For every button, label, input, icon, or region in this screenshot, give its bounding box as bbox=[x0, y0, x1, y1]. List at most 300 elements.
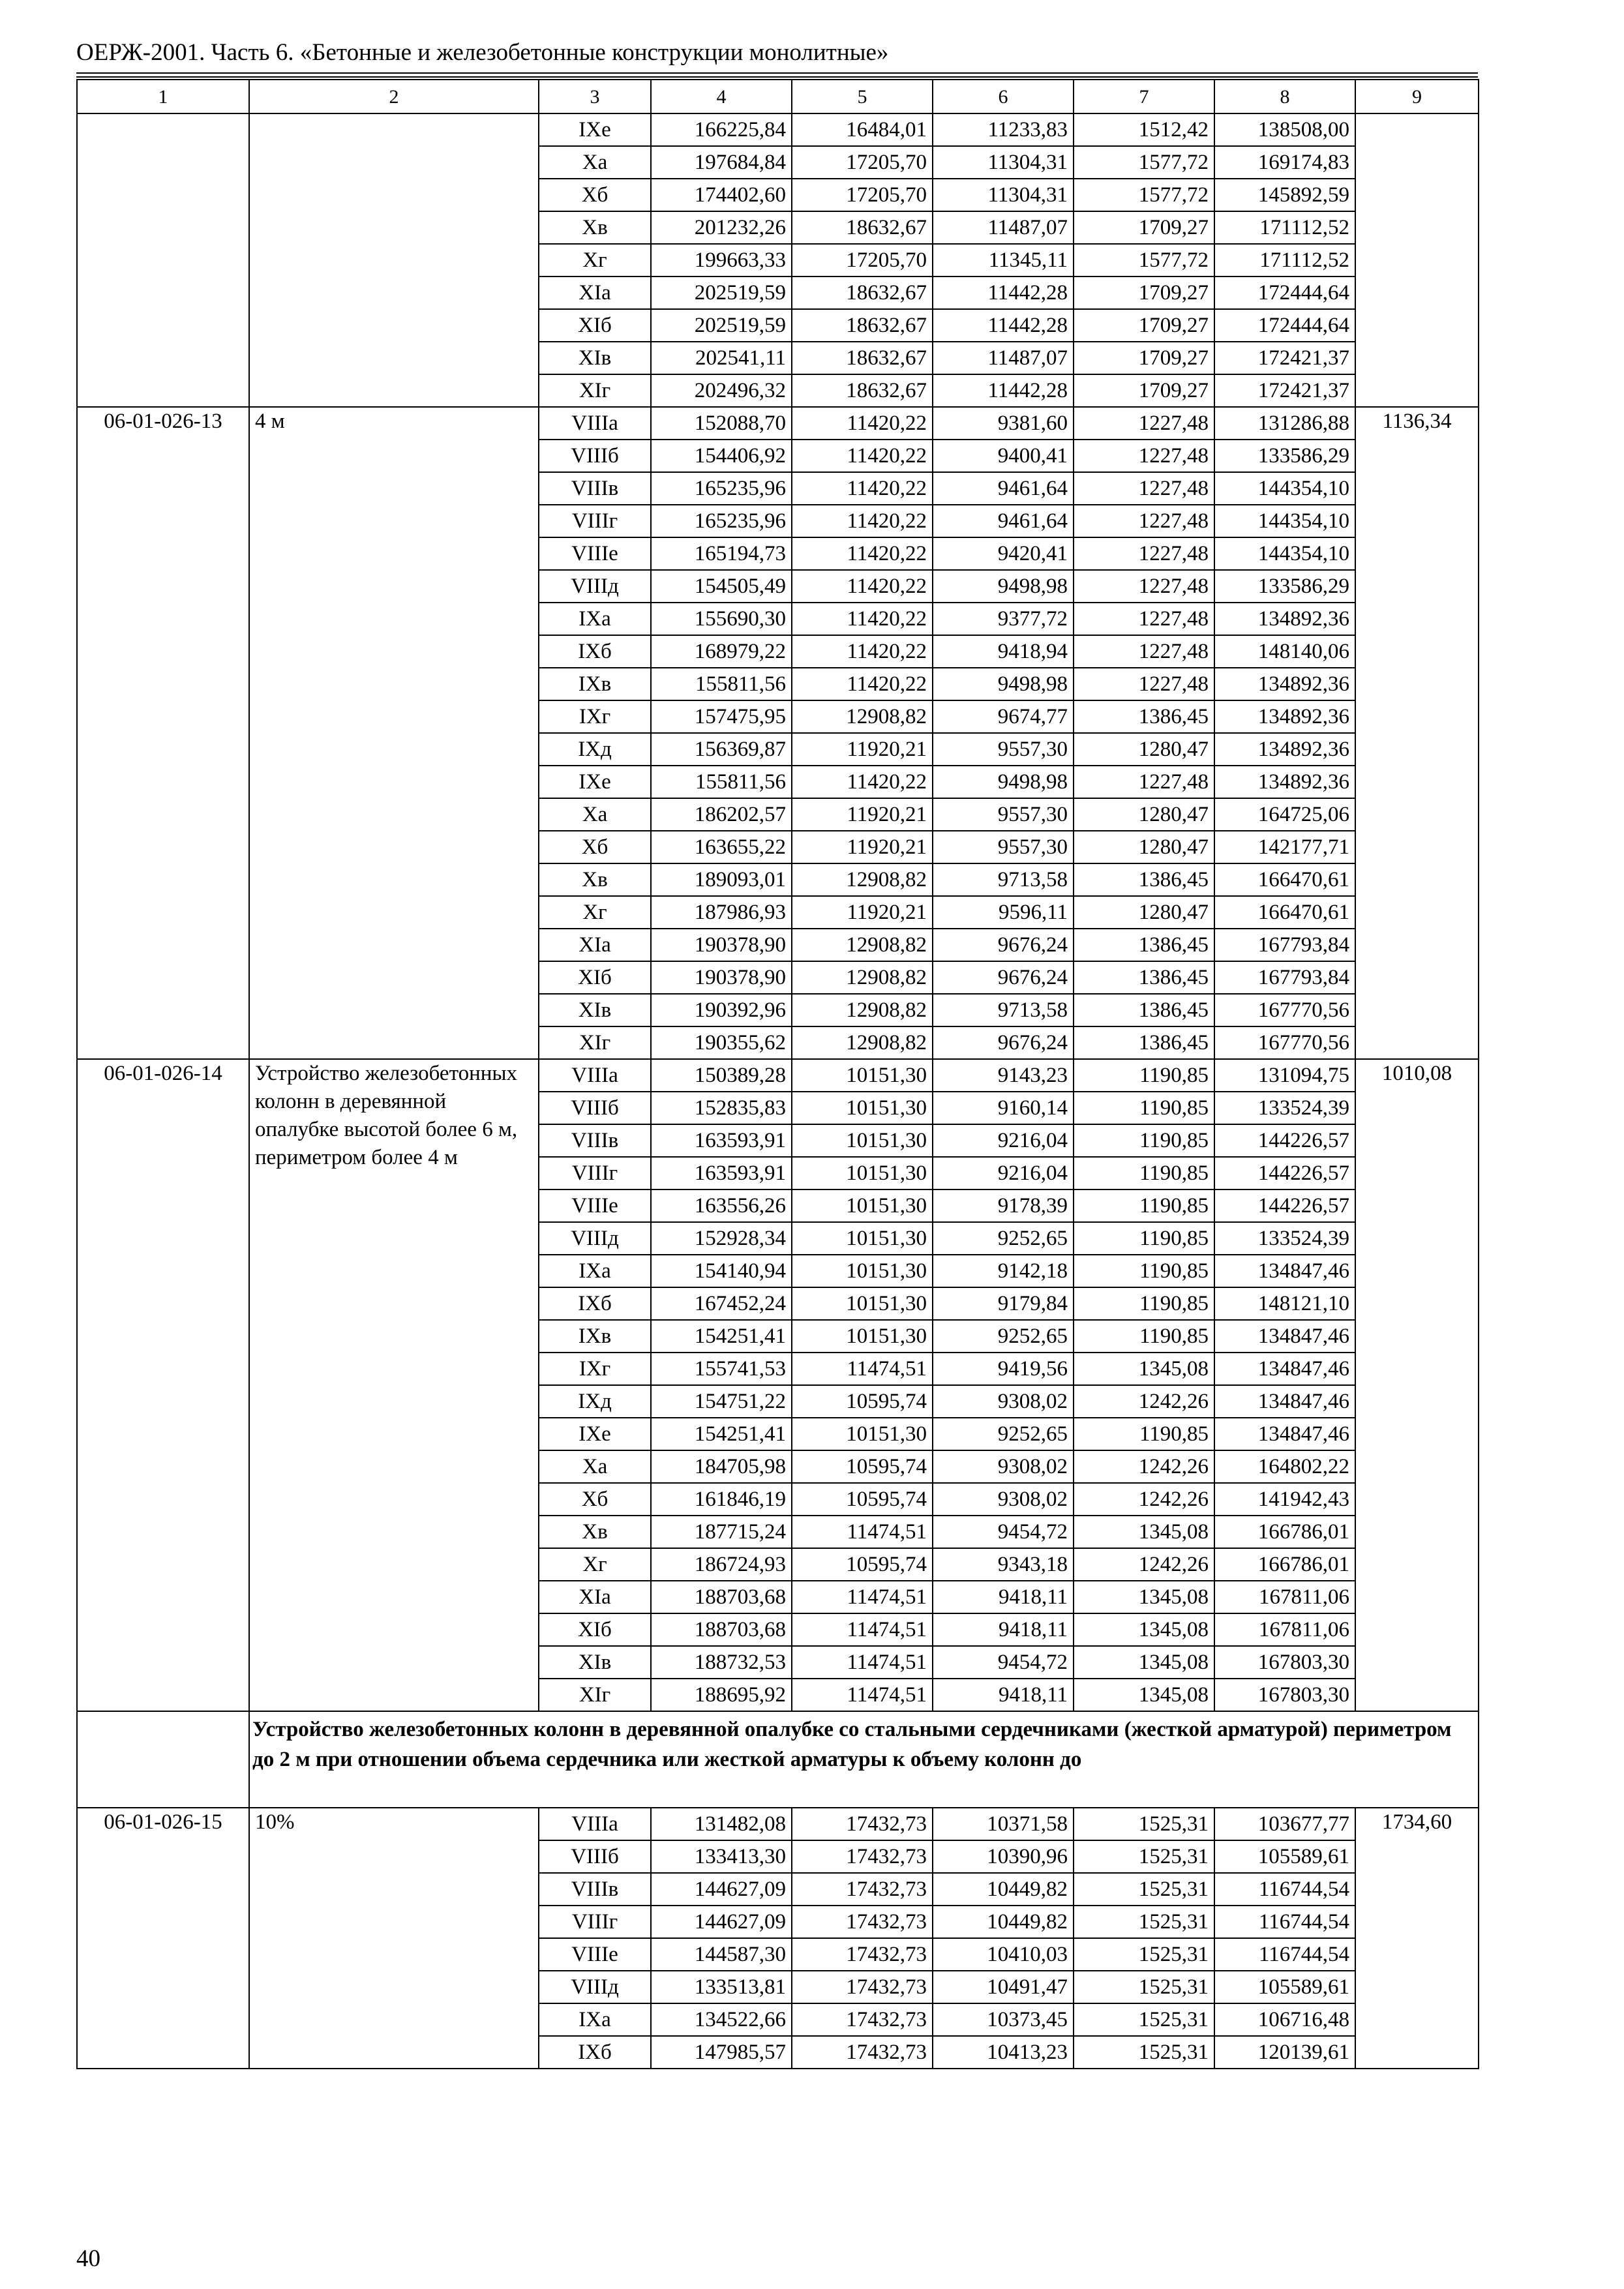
price-value: 9557,30 bbox=[933, 733, 1074, 766]
price-value: 197684,84 bbox=[651, 146, 792, 179]
price-value: 11442,28 bbox=[933, 309, 1074, 342]
price-value: 9160,14 bbox=[933, 1092, 1074, 1124]
price-value: 9308,02 bbox=[933, 1385, 1074, 1418]
price-value: 1525,31 bbox=[1074, 1906, 1214, 1938]
price-value: 166470,61 bbox=[1214, 863, 1355, 896]
price-value: 11474,51 bbox=[792, 1581, 933, 1613]
zone-code: Xв bbox=[539, 211, 651, 244]
price-value: 9676,24 bbox=[933, 961, 1074, 994]
price-value: 1386,45 bbox=[1074, 929, 1214, 961]
price-value: 190392,96 bbox=[651, 994, 792, 1026]
zone-code: XIб bbox=[539, 309, 651, 342]
price-value: 9454,72 bbox=[933, 1516, 1074, 1548]
price-value: 9252,65 bbox=[933, 1320, 1074, 1353]
table-row bbox=[77, 407, 1479, 440]
price-value: 10595,74 bbox=[792, 1548, 933, 1581]
price-value: 9216,04 bbox=[933, 1157, 1074, 1189]
price-value: 163556,26 bbox=[651, 1189, 792, 1222]
price-table-body bbox=[77, 80, 1479, 2069]
price-value: 1386,45 bbox=[1074, 1026, 1214, 1059]
price-value: 133586,29 bbox=[1214, 570, 1355, 603]
rate-description bbox=[249, 113, 539, 407]
price-value: 141942,43 bbox=[1214, 1483, 1355, 1516]
price-value: 18632,67 bbox=[792, 277, 933, 309]
zone-code: VIIIб bbox=[539, 1840, 651, 1873]
zone-code: Xв bbox=[539, 1516, 651, 1548]
price-value: 1227,48 bbox=[1074, 440, 1214, 472]
price-value: 11420,22 bbox=[792, 766, 933, 798]
price-value: 172444,64 bbox=[1214, 277, 1355, 309]
price-value: 145892,59 bbox=[1214, 179, 1355, 211]
price-value: 10595,74 bbox=[792, 1483, 933, 1516]
price-value: 147985,57 bbox=[651, 2036, 792, 2069]
price-value: 9143,23 bbox=[933, 1059, 1074, 1092]
zone-code: VIIIг bbox=[539, 505, 651, 537]
price-value: 161846,19 bbox=[651, 1483, 792, 1516]
price-value: 1227,48 bbox=[1074, 472, 1214, 505]
price-value: 1227,48 bbox=[1074, 603, 1214, 635]
price-value: 17432,73 bbox=[792, 1873, 933, 1906]
price-value: 1709,27 bbox=[1074, 211, 1214, 244]
price-value: 1227,48 bbox=[1074, 635, 1214, 668]
price-value: 1577,72 bbox=[1074, 244, 1214, 277]
price-value: 9557,30 bbox=[933, 798, 1074, 831]
price-value: 188703,68 bbox=[651, 1581, 792, 1613]
price-value: 167811,06 bbox=[1214, 1613, 1355, 1646]
price-value: 1525,31 bbox=[1074, 1971, 1214, 2003]
price-value: 190378,90 bbox=[651, 929, 792, 961]
price-value: 166786,01 bbox=[1214, 1516, 1355, 1548]
section-heading: Устройство железобетонных колонн в деревянной опалубке со стальными сердечниками (жесткой арматурой) периметром до 2 м при отношении объема сердечника или жесткой арматуры к объему колонн до bbox=[249, 1711, 1479, 1808]
price-value: 166225,84 bbox=[651, 113, 792, 146]
zone-code: Xг bbox=[539, 896, 651, 929]
zone-code: XIг bbox=[539, 1679, 651, 1711]
rate-description: 4 м bbox=[249, 407, 539, 1059]
zone-code: XIa bbox=[539, 929, 651, 961]
price-value: 134522,66 bbox=[651, 2003, 792, 2036]
price-value: 154251,41 bbox=[651, 1418, 792, 1450]
price-value: 10151,30 bbox=[792, 1418, 933, 1450]
price-value: 144587,30 bbox=[651, 1938, 792, 1971]
price-value: 10449,82 bbox=[933, 1906, 1074, 1938]
price-value: 1242,26 bbox=[1074, 1450, 1214, 1483]
price-value: 1280,47 bbox=[1074, 896, 1214, 929]
zone-code: Xa bbox=[539, 798, 651, 831]
price-value: 9179,84 bbox=[933, 1287, 1074, 1320]
price-value: 17205,70 bbox=[792, 244, 933, 277]
price-value: 142177,71 bbox=[1214, 831, 1355, 863]
zone-code: VIIIв bbox=[539, 1124, 651, 1157]
price-value: 148121,10 bbox=[1214, 1287, 1355, 1320]
price-value: 163593,91 bbox=[651, 1157, 792, 1189]
price-value: 163593,91 bbox=[651, 1124, 792, 1157]
column-number: 1 bbox=[77, 80, 249, 113]
price-value: 11420,22 bbox=[792, 537, 933, 570]
price-value: 9400,41 bbox=[933, 440, 1074, 472]
zone-code: IXб bbox=[539, 1287, 651, 1320]
price-value: 11442,28 bbox=[933, 374, 1074, 407]
price-value: 9308,02 bbox=[933, 1450, 1074, 1483]
zone-code: VIIIв bbox=[539, 472, 651, 505]
price-value: 18632,67 bbox=[792, 211, 933, 244]
price-value: 1227,48 bbox=[1074, 766, 1214, 798]
price-value: 11474,51 bbox=[792, 1613, 933, 1646]
price-value: 134847,46 bbox=[1214, 1353, 1355, 1385]
price-value: 12908,82 bbox=[792, 961, 933, 994]
price-value: 17432,73 bbox=[792, 1938, 933, 1971]
zone-code: Xг bbox=[539, 244, 651, 277]
price-value: 155811,56 bbox=[651, 668, 792, 700]
price-value: 201232,26 bbox=[651, 211, 792, 244]
price-value: 171112,52 bbox=[1214, 211, 1355, 244]
price-value: 1227,48 bbox=[1074, 407, 1214, 440]
price-value: 1525,31 bbox=[1074, 2036, 1214, 2069]
price-value: 165235,96 bbox=[651, 472, 792, 505]
column-9-value: 1010,08 bbox=[1355, 1059, 1479, 1711]
price-value: 166470,61 bbox=[1214, 896, 1355, 929]
price-value: 155741,53 bbox=[651, 1353, 792, 1385]
price-value: 12908,82 bbox=[792, 863, 933, 896]
price-value: 1242,26 bbox=[1074, 1385, 1214, 1418]
price-value: 134847,46 bbox=[1214, 1385, 1355, 1418]
price-value: 10410,03 bbox=[933, 1938, 1074, 1971]
price-value: 11474,51 bbox=[792, 1353, 933, 1385]
price-value: 1190,85 bbox=[1074, 1059, 1214, 1092]
price-value: 10151,30 bbox=[792, 1320, 933, 1353]
price-value: 1227,48 bbox=[1074, 537, 1214, 570]
price-value: 184705,98 bbox=[651, 1450, 792, 1483]
price-value: 1190,85 bbox=[1074, 1255, 1214, 1287]
price-value: 167770,56 bbox=[1214, 994, 1355, 1026]
price-value: 11920,21 bbox=[792, 831, 933, 863]
column-number: 9 bbox=[1355, 80, 1479, 113]
zone-code: XIб bbox=[539, 961, 651, 994]
price-value: 187715,24 bbox=[651, 1516, 792, 1548]
price-value: 12908,82 bbox=[792, 1026, 933, 1059]
price-value: 174402,60 bbox=[651, 179, 792, 211]
price-value: 164725,06 bbox=[1214, 798, 1355, 831]
price-value: 17432,73 bbox=[792, 2036, 933, 2069]
price-value: 9418,11 bbox=[933, 1679, 1074, 1711]
price-value: 10151,30 bbox=[792, 1124, 933, 1157]
document-header: ОЕРЖ-2001. Часть 6. «Бетонные и железобетонные конструкции монолитные» bbox=[76, 39, 889, 66]
price-value: 17432,73 bbox=[792, 2003, 933, 2036]
zone-code: XIв bbox=[539, 1646, 651, 1679]
price-value: 154505,49 bbox=[651, 570, 792, 603]
price-value: 188703,68 bbox=[651, 1613, 792, 1646]
price-value: 1280,47 bbox=[1074, 798, 1214, 831]
zone-code: IXa bbox=[539, 2003, 651, 2036]
price-value: 168979,22 bbox=[651, 635, 792, 668]
price-value: 9418,94 bbox=[933, 635, 1074, 668]
price-value: 9418,11 bbox=[933, 1613, 1074, 1646]
zone-code: VIIIe bbox=[539, 1189, 651, 1222]
price-value: 1345,08 bbox=[1074, 1581, 1214, 1613]
price-value: 187986,93 bbox=[651, 896, 792, 929]
price-value: 1525,31 bbox=[1074, 1938, 1214, 1971]
price-value: 133524,39 bbox=[1214, 1092, 1355, 1124]
zone-code: IXa bbox=[539, 603, 651, 635]
zone-code: IXв bbox=[539, 668, 651, 700]
price-value: 165235,96 bbox=[651, 505, 792, 537]
header-rule-bottom bbox=[76, 76, 1478, 78]
zone-code: VIIIe bbox=[539, 1938, 651, 1971]
price-value: 1709,27 bbox=[1074, 277, 1214, 309]
price-value: 189093,01 bbox=[651, 863, 792, 896]
column-9-value: 1734,60 bbox=[1355, 1808, 1479, 2069]
rate-code: 06-01-026-14 bbox=[77, 1059, 249, 1711]
price-value: 1242,26 bbox=[1074, 1548, 1214, 1581]
header-rule-top bbox=[76, 72, 1478, 74]
price-value: 1386,45 bbox=[1074, 961, 1214, 994]
price-value: 134892,36 bbox=[1214, 668, 1355, 700]
zone-code: Xб bbox=[539, 831, 651, 863]
price-value: 133413,30 bbox=[651, 1840, 792, 1873]
price-value: 167770,56 bbox=[1214, 1026, 1355, 1059]
price-value: 1190,85 bbox=[1074, 1320, 1214, 1353]
price-value: 199663,33 bbox=[651, 244, 792, 277]
zone-code: IXe bbox=[539, 113, 651, 146]
price-value: 155811,56 bbox=[651, 766, 792, 798]
zone-code: IXд bbox=[539, 733, 651, 766]
price-value: 167803,30 bbox=[1214, 1679, 1355, 1711]
price-value: 9454,72 bbox=[933, 1646, 1074, 1679]
price-value: 202519,59 bbox=[651, 309, 792, 342]
zone-code: VIIIг bbox=[539, 1906, 651, 1938]
table-row bbox=[77, 1059, 1479, 1092]
price-value: 10151,30 bbox=[792, 1255, 933, 1287]
price-value: 9676,24 bbox=[933, 1026, 1074, 1059]
price-value: 10413,23 bbox=[933, 2036, 1074, 2069]
rate-description: Устройство железобетонных колонн в деревянной опалубке высотой более 6 м, периметром более 4 м bbox=[249, 1059, 539, 1711]
price-value: 10595,74 bbox=[792, 1385, 933, 1418]
zone-code: Xб bbox=[539, 1483, 651, 1516]
price-value: 202541,11 bbox=[651, 342, 792, 374]
price-value: 1227,48 bbox=[1074, 505, 1214, 537]
zone-code: XIб bbox=[539, 1613, 651, 1646]
price-value: 1525,31 bbox=[1074, 2003, 1214, 2036]
zone-code: XIв bbox=[539, 342, 651, 374]
price-value: 9676,24 bbox=[933, 929, 1074, 961]
column-number: 2 bbox=[249, 80, 539, 113]
price-value: 10373,45 bbox=[933, 2003, 1074, 2036]
price-value: 144354,10 bbox=[1214, 505, 1355, 537]
price-value: 103677,77 bbox=[1214, 1808, 1355, 1840]
price-value: 1227,48 bbox=[1074, 570, 1214, 603]
price-value: 131482,08 bbox=[651, 1808, 792, 1840]
zone-code: IXe bbox=[539, 1418, 651, 1450]
price-value: 12908,82 bbox=[792, 700, 933, 733]
price-value: 9596,11 bbox=[933, 896, 1074, 929]
zone-code: VIIIa bbox=[539, 407, 651, 440]
price-value: 1345,08 bbox=[1074, 1613, 1214, 1646]
price-value: 10371,58 bbox=[933, 1808, 1074, 1840]
price-value: 10151,30 bbox=[792, 1222, 933, 1255]
price-value: 1525,31 bbox=[1074, 1873, 1214, 1906]
price-value: 11304,31 bbox=[933, 146, 1074, 179]
price-value: 1709,27 bbox=[1074, 342, 1214, 374]
price-value: 1345,08 bbox=[1074, 1353, 1214, 1385]
price-value: 1280,47 bbox=[1074, 733, 1214, 766]
price-value: 167803,30 bbox=[1214, 1646, 1355, 1679]
price-value: 1190,85 bbox=[1074, 1418, 1214, 1450]
price-value: 9142,18 bbox=[933, 1255, 1074, 1287]
price-value: 9216,04 bbox=[933, 1124, 1074, 1157]
page-number: 40 bbox=[76, 2245, 100, 2272]
price-value: 17432,73 bbox=[792, 1906, 933, 1938]
price-value: 186724,93 bbox=[651, 1548, 792, 1581]
price-value: 9557,30 bbox=[933, 831, 1074, 863]
column-number: 4 bbox=[651, 80, 792, 113]
price-value: 10595,74 bbox=[792, 1450, 933, 1483]
price-value: 9498,98 bbox=[933, 668, 1074, 700]
price-value: 11474,51 bbox=[792, 1679, 933, 1711]
price-value: 16484,01 bbox=[792, 113, 933, 146]
price-value: 163655,22 bbox=[651, 831, 792, 863]
price-value: 11420,22 bbox=[792, 603, 933, 635]
price-value: 167452,24 bbox=[651, 1287, 792, 1320]
price-value: 186202,57 bbox=[651, 798, 792, 831]
price-value: 1577,72 bbox=[1074, 179, 1214, 211]
zone-code: Xг bbox=[539, 1548, 651, 1581]
price-value: 18632,67 bbox=[792, 309, 933, 342]
column-number: 5 bbox=[792, 80, 933, 113]
price-value: 152928,34 bbox=[651, 1222, 792, 1255]
price-value: 11420,22 bbox=[792, 635, 933, 668]
price-value: 172421,37 bbox=[1214, 342, 1355, 374]
price-value: 17205,70 bbox=[792, 179, 933, 211]
zone-code: VIIIд bbox=[539, 570, 651, 603]
zone-code: XIa bbox=[539, 1581, 651, 1613]
price-value: 1386,45 bbox=[1074, 863, 1214, 896]
price-value: 10151,30 bbox=[792, 1287, 933, 1320]
column-number-row bbox=[77, 80, 1479, 113]
price-value: 9498,98 bbox=[933, 766, 1074, 798]
zone-code: IXб bbox=[539, 635, 651, 668]
zone-code: VIIIб bbox=[539, 1092, 651, 1124]
price-value: 9419,56 bbox=[933, 1353, 1074, 1385]
price-value: 9713,58 bbox=[933, 994, 1074, 1026]
price-value: 11920,21 bbox=[792, 896, 933, 929]
zone-code: VIIIб bbox=[539, 440, 651, 472]
price-value: 188732,53 bbox=[651, 1646, 792, 1679]
price-value: 11345,11 bbox=[933, 244, 1074, 277]
price-value: 1190,85 bbox=[1074, 1287, 1214, 1320]
table-row bbox=[77, 113, 1479, 146]
price-value: 1577,72 bbox=[1074, 146, 1214, 179]
price-value: 134892,36 bbox=[1214, 700, 1355, 733]
price-value: 9461,64 bbox=[933, 472, 1074, 505]
zone-code: VIIIa bbox=[539, 1808, 651, 1840]
price-value: 1190,85 bbox=[1074, 1092, 1214, 1124]
price-value: 116744,54 bbox=[1214, 1938, 1355, 1971]
price-value: 9713,58 bbox=[933, 863, 1074, 896]
price-value: 9381,60 bbox=[933, 407, 1074, 440]
price-value: 9461,64 bbox=[933, 505, 1074, 537]
price-value: 120139,61 bbox=[1214, 2036, 1355, 2069]
price-value: 134847,46 bbox=[1214, 1255, 1355, 1287]
price-value: 9420,41 bbox=[933, 537, 1074, 570]
zone-code: IXг bbox=[539, 1353, 651, 1385]
price-value: 18632,67 bbox=[792, 374, 933, 407]
zone-code: Xв bbox=[539, 863, 651, 896]
price-value: 11420,22 bbox=[792, 440, 933, 472]
price-value: 1345,08 bbox=[1074, 1679, 1214, 1711]
price-value: 164802,22 bbox=[1214, 1450, 1355, 1483]
zone-code: VIIIг bbox=[539, 1157, 651, 1189]
table-row bbox=[77, 1808, 1479, 1840]
price-value: 1512,42 bbox=[1074, 113, 1214, 146]
price-value: 144627,09 bbox=[651, 1873, 792, 1906]
price-value: 167811,06 bbox=[1214, 1581, 1355, 1613]
price-value: 17432,73 bbox=[792, 1808, 933, 1840]
column-9-value: 1136,34 bbox=[1355, 407, 1479, 1059]
zone-code: XIг bbox=[539, 1026, 651, 1059]
price-value: 172421,37 bbox=[1214, 374, 1355, 407]
price-value: 133524,39 bbox=[1214, 1222, 1355, 1255]
price-value: 152088,70 bbox=[651, 407, 792, 440]
price-value: 144226,57 bbox=[1214, 1124, 1355, 1157]
price-value: 12908,82 bbox=[792, 994, 933, 1026]
price-value: 9498,98 bbox=[933, 570, 1074, 603]
column-9-value bbox=[1355, 113, 1479, 407]
price-value: 11474,51 bbox=[792, 1646, 933, 1679]
zone-code: IXa bbox=[539, 1255, 651, 1287]
zone-code: IXe bbox=[539, 766, 651, 798]
zone-code: IXг bbox=[539, 700, 651, 733]
zone-code: VIIIд bbox=[539, 1222, 651, 1255]
price-value: 144226,57 bbox=[1214, 1157, 1355, 1189]
section-heading-row bbox=[77, 1711, 1479, 1808]
price-value: 105589,61 bbox=[1214, 1971, 1355, 2003]
price-value: 165194,73 bbox=[651, 537, 792, 570]
zone-code: IXд bbox=[539, 1385, 651, 1418]
price-value: 10449,82 bbox=[933, 1873, 1074, 1906]
price-value: 144354,10 bbox=[1214, 537, 1355, 570]
price-value: 10491,47 bbox=[933, 1971, 1074, 2003]
price-value: 18632,67 bbox=[792, 342, 933, 374]
price-value: 144354,10 bbox=[1214, 472, 1355, 505]
zone-code: XIг bbox=[539, 374, 651, 407]
price-value: 9308,02 bbox=[933, 1483, 1074, 1516]
price-value: 17432,73 bbox=[792, 1840, 933, 1873]
column-number: 8 bbox=[1214, 80, 1355, 113]
price-value: 1345,08 bbox=[1074, 1516, 1214, 1548]
price-value: 156369,87 bbox=[651, 733, 792, 766]
price-value: 169174,83 bbox=[1214, 146, 1355, 179]
price-value: 1190,85 bbox=[1074, 1222, 1214, 1255]
column-number: 3 bbox=[539, 80, 651, 113]
price-value: 1280,47 bbox=[1074, 831, 1214, 863]
price-value: 1525,31 bbox=[1074, 1808, 1214, 1840]
zone-code: XIa bbox=[539, 277, 651, 309]
price-value: 1227,48 bbox=[1074, 668, 1214, 700]
price-value: 10151,30 bbox=[792, 1157, 933, 1189]
price-value: 171112,52 bbox=[1214, 244, 1355, 277]
price-value: 11474,51 bbox=[792, 1516, 933, 1548]
price-value: 1190,85 bbox=[1074, 1124, 1214, 1157]
price-value: 9178,39 bbox=[933, 1189, 1074, 1222]
zone-code: Xб bbox=[539, 179, 651, 211]
price-value: 155690,30 bbox=[651, 603, 792, 635]
price-value: 1190,85 bbox=[1074, 1157, 1214, 1189]
price-value: 116744,54 bbox=[1214, 1873, 1355, 1906]
price-value: 9674,77 bbox=[933, 700, 1074, 733]
price-value: 1242,26 bbox=[1074, 1483, 1214, 1516]
price-value: 172444,64 bbox=[1214, 309, 1355, 342]
price-value: 144226,57 bbox=[1214, 1189, 1355, 1222]
price-value: 157475,95 bbox=[651, 700, 792, 733]
